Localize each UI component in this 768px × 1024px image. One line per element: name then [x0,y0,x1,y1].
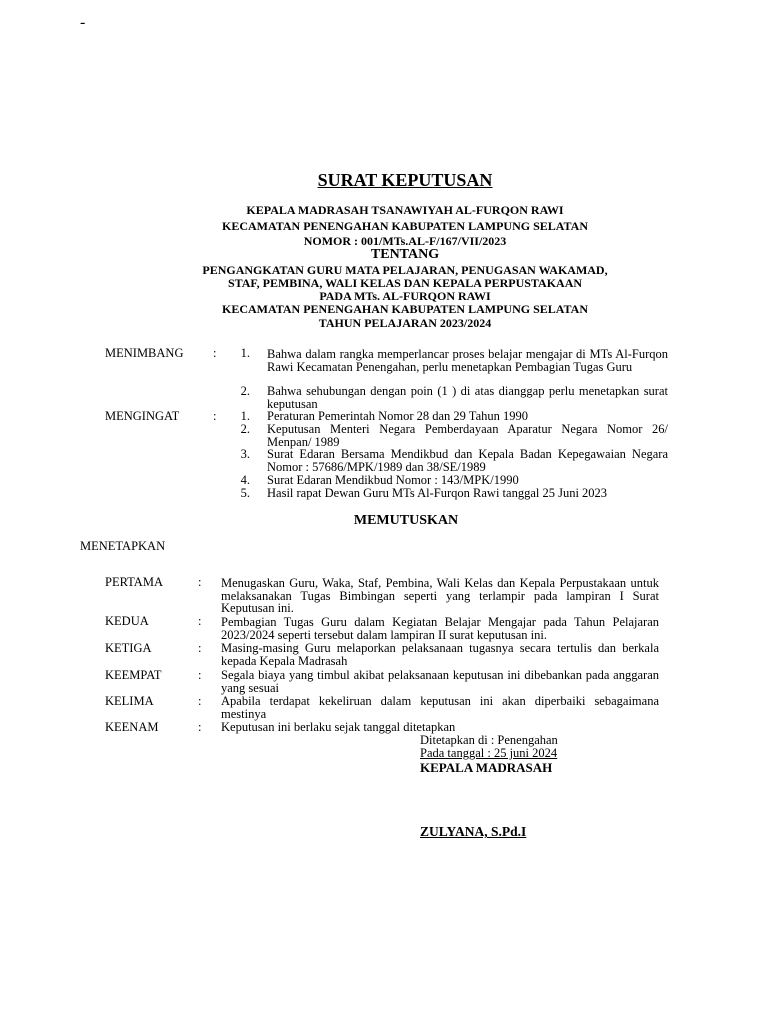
memutuskan-heading: MEMUTUSKAN [353,513,459,528]
header-institution: KEPALA MADRASAH TSANAWIYAH AL-FURQON RAWI [246,203,564,217]
subject-line: TAHUN PELAJARAN 2023/2024 [318,316,492,330]
signature-place: Ditetapkan di : Penengahan [420,733,558,747]
decision-text: Keputusan ini berlaku sejak tanggal ditetapkan [221,720,456,734]
menimbang-item-number: 2. [240,384,250,398]
decision-label: KEDUA [105,614,149,628]
mengingat-item-text: Surat Edaran Mendikbud Nomor : 143/MPK/1990 [267,473,519,487]
header-district: KECAMATAN PENENGAHAN KABUPATEN LAMPUNG SELATAN [221,219,588,233]
decision-colon: : [198,720,202,734]
mengingat-item-text: Peraturan Pemerintah Nomor 28 dan 29 Tahun 1990 [267,409,528,423]
decision-colon: : [198,614,202,628]
page-dash-mark: - [80,14,86,31]
mengingat-colon: : [213,409,217,423]
decision-label: KEEMPAT [105,668,162,682]
mengingat-item-number: 1. [240,409,250,423]
mengingat-item-text: Keputusan Menteri Negara Pemberdayaan Aparatur Negara Nomor 26/ Menpan/ 1989 [267,422,668,449]
decision-text: Segala biaya yang timbul akibat pelaksanaan keputusan ini dibebankan pada anggaran yang sesuai [221,668,659,695]
decision-label: KEENAM [105,720,159,734]
decision-label: KETIGA [105,641,152,655]
mengingat-item-number: 3. [240,447,250,461]
menimbang-item-number: 1. [240,346,250,360]
signature-position: KEPALA MADRASAH [420,760,553,775]
signature-date: Pada tanggal : 25 juni 2024 [420,746,558,760]
decision-text: Pembagian Tugas Guru dalam Kegiatan Belajar Mengajar pada Tahun Pelajaran 2023/2024 seperti tersebut dalam lampiran II surat keputusan ini. [221,615,659,642]
decision-label: KELIMA [105,694,154,708]
decision-label: PERTAMA [105,575,163,589]
subject-line: PENGANGKATAN GURU MATA PELAJARAN, PENUGASAN WAKAMAD, [202,263,608,277]
signature-name: ZULYANA, S.Pd.I [420,824,527,839]
menimbang-item-text: Bahwa dalam rangka memperlancar proses belajar mengajar di MTs Al-Furqon Rawi Kecamatan Penengahan, perlu menetapkan Pembagian Tugas Guru [267,347,668,374]
decision-text: Menugaskan Guru, Waka, Staf, Pembina, Wali Kelas dan Kepala Perpustakaan untuk melaksanakan Tugas Bimbingan seperti yang terlampir pada lampiran I Surat Keputusan ini. [221,576,659,615]
subject-line: KECAMATAN PENENGAHAN KABUPATEN LAMPUNG SELATAN [221,302,588,316]
decision-text: Masing-masing Guru melaporkan pelaksanaan tugasnya secara tertulis dan berkala kepada Kepala Madrasah [221,641,659,668]
decision-colon: : [198,694,202,708]
mengingat-item-number: 4. [240,473,250,487]
mengingat-item-text: Hasil rapat Dewan Guru MTs Al-Furqon Rawi tanggal 25 Juni 2023 [267,486,608,500]
decision-colon: : [198,641,202,655]
decision-colon: : [198,575,202,589]
mengingat-item-number: 5. [240,486,250,500]
header-tentang: TENTANG [370,247,440,262]
mengingat-label: MENGINGAT [105,409,180,423]
decision-colon: : [198,668,202,682]
subject-line: PADA MTs. AL-FURQON RAWI [319,289,491,303]
mengingat-item-number: 2. [240,422,250,436]
mengingat-item-text: Surat Edaran Bersama Mendikbud dan Kepala Badan Kepegawaian Negara Nomor : 57686/MPK/1989 dan 38/SE/1989 [267,447,668,474]
menimbang-item-text: Bahwa sehubungan dengan poin (1 ) di atas dianggap perlu menetapkan surat keputusan [267,384,668,411]
menimbang-colon: : [213,346,217,360]
menimbang-label: MENIMBANG [105,346,184,360]
decision-text: Apabila terdapat kekeliruan dalam keputusan ini akan diperbaiki sebagaimana mestinya [221,694,659,721]
subject-line: STAF, PEMBINA, WALI KELAS DAN KEPALA PERPUSTAKAAN [227,276,583,290]
header-number: NOMOR : 001/MTs.AL-F/167/VII/2023 [303,234,507,248]
menetapkan-label: MENETAPKAN [80,539,166,553]
document-title: SURAT KEPUTUSAN [317,170,493,190]
